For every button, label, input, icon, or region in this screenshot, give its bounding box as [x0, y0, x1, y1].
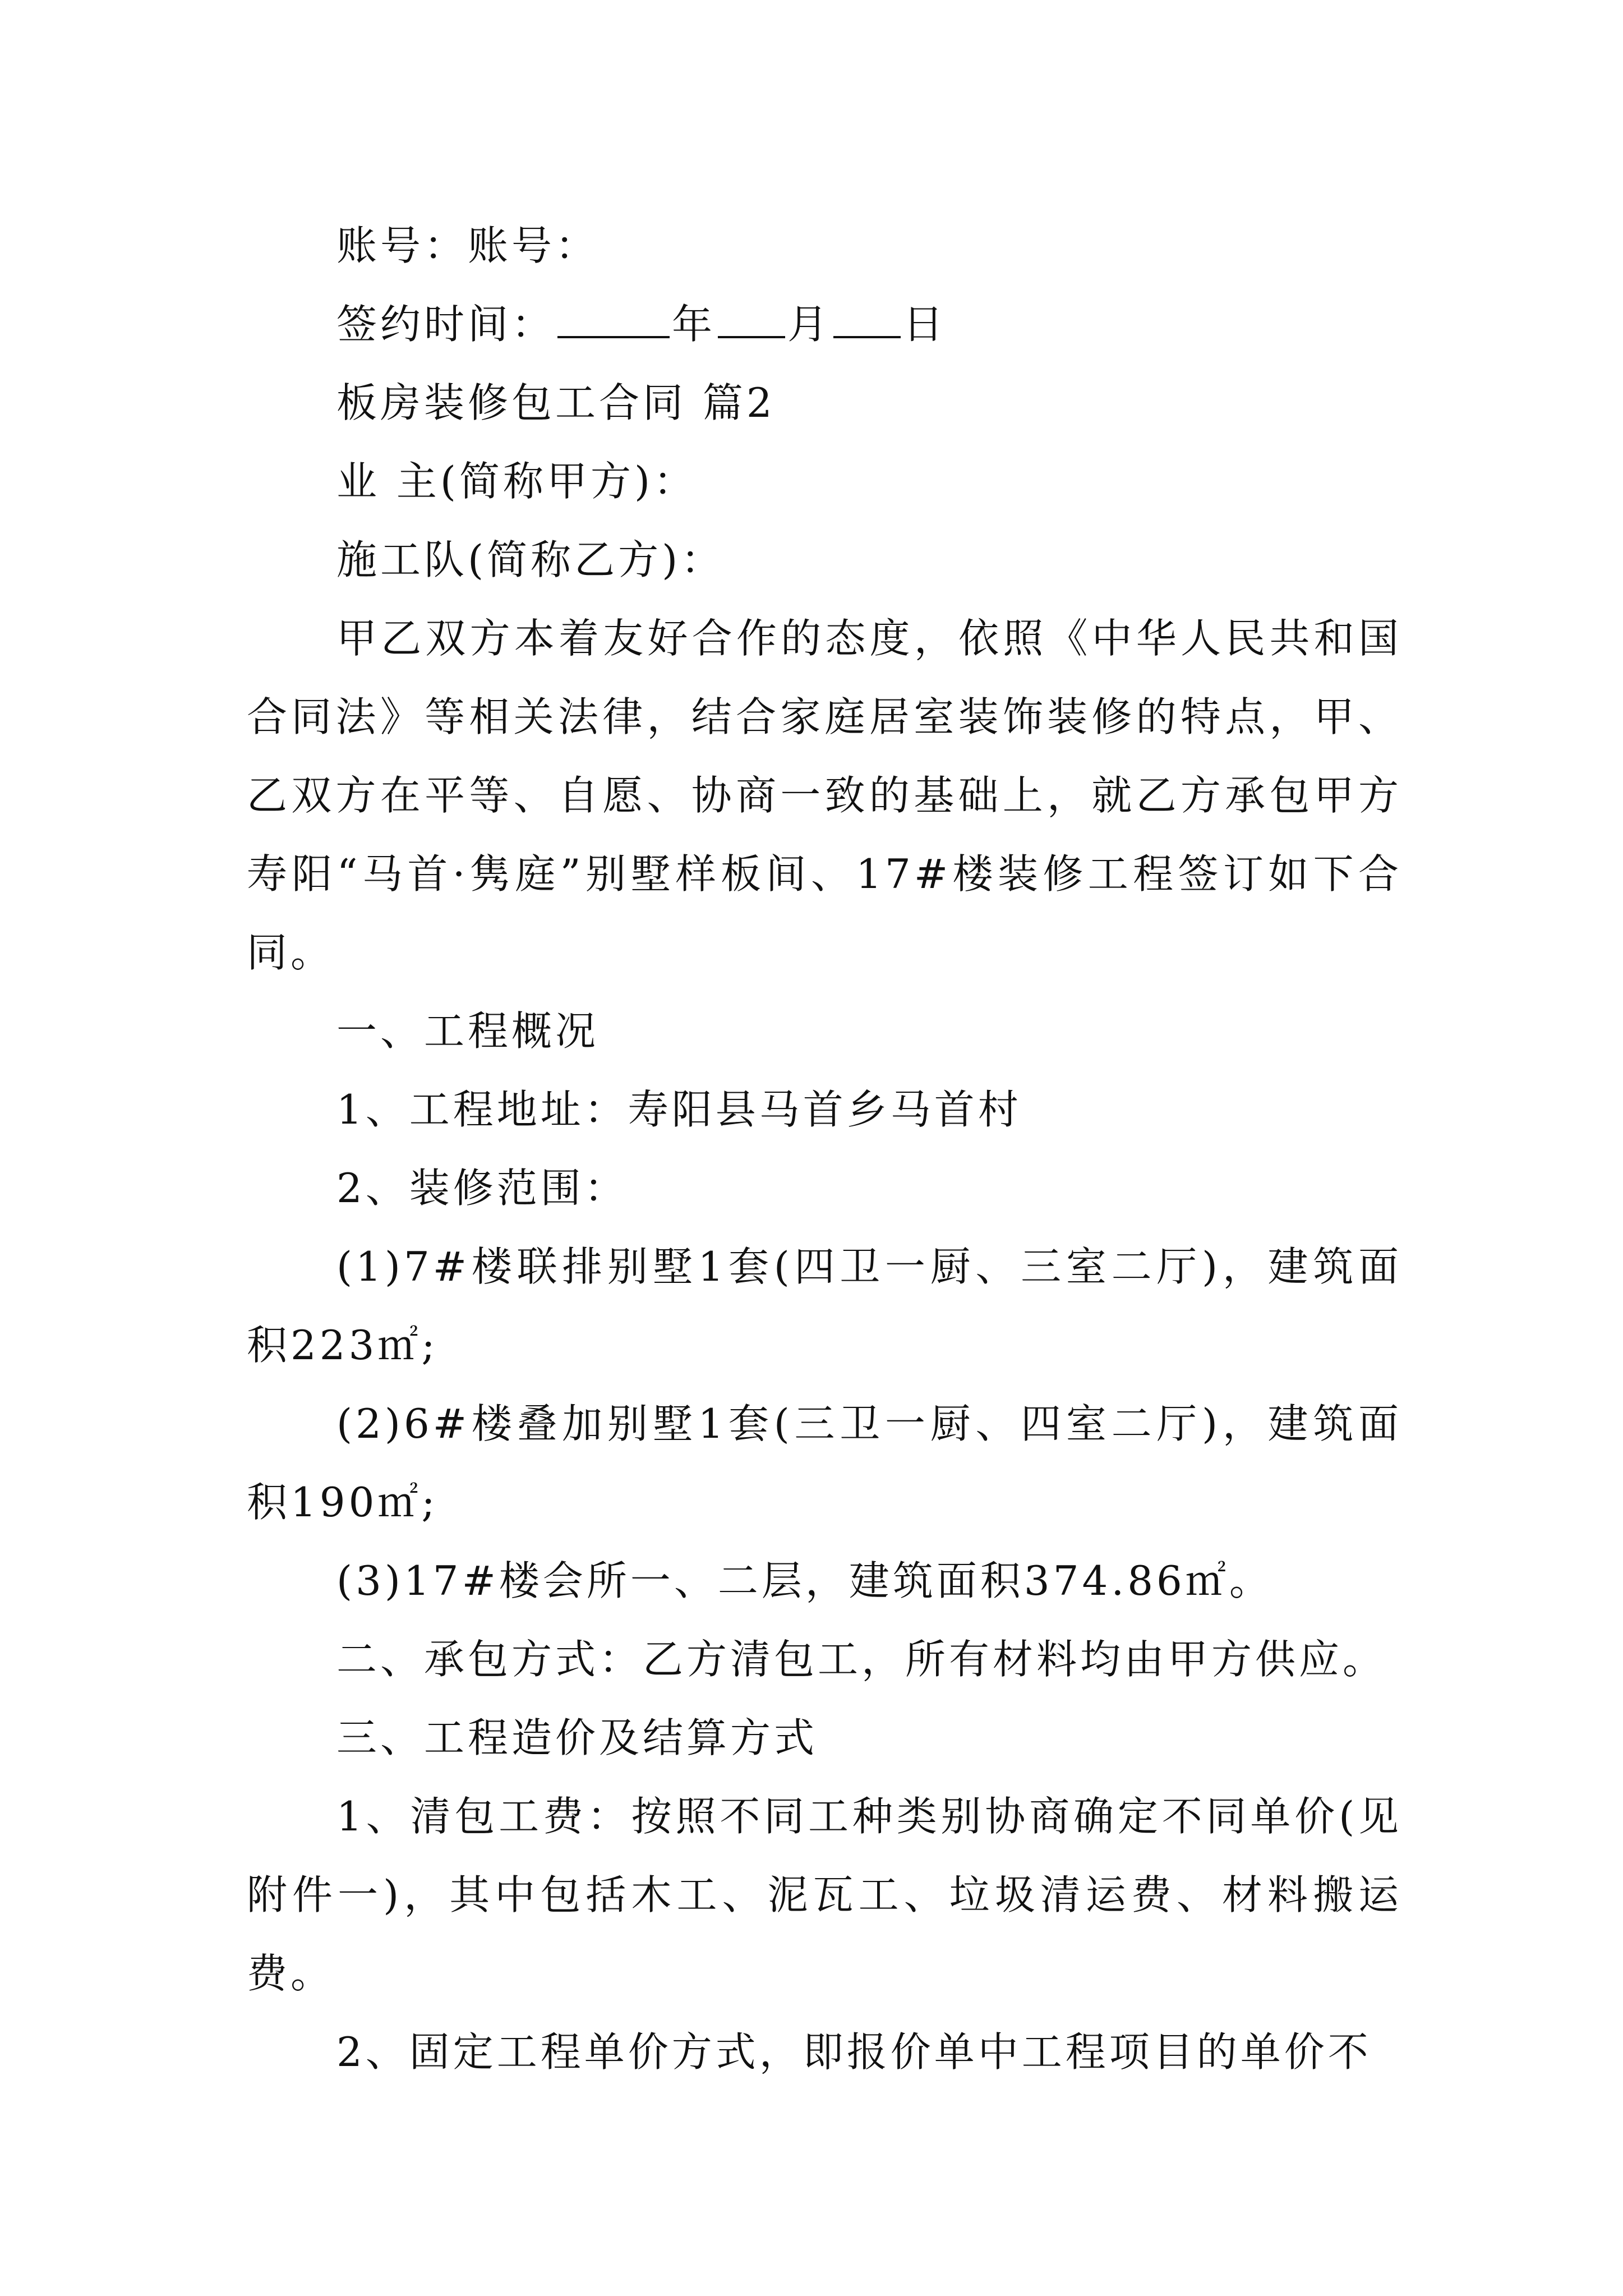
month-blank — [718, 300, 785, 338]
scope-item-1: (1)7#楼联排别墅1套(四卫一厨、三室二厅)，建筑面积223㎡; — [247, 1243, 1402, 1369]
account-line: 账号：账号： — [336, 222, 600, 269]
section-1-title: 一、工程概况 — [336, 1007, 600, 1055]
party-b-line: 施工队(简称乙方)： — [336, 536, 725, 583]
section-3-title: 三、工程造价及结算方式 — [336, 1714, 818, 1761]
sign-date-label: 签约时间： — [336, 301, 556, 348]
section-2: 二、承包方式：乙方清包工，所有材料均由甲方供应。 — [336, 1636, 1387, 1683]
scope-item-3: (3)17#楼会所一、二层，建筑面积374.86㎡。 — [336, 1557, 1273, 1604]
sign-date-line — [247, 285, 1402, 364]
price-clause-1: 1、清包工费：按照不同工种类别协商确定不同单价(见附件一)，其中包括木工、泥瓦工、垃圾清运费、材料搬运费。 — [247, 1793, 1402, 1997]
year-label: 年 — [672, 301, 716, 348]
day-blank — [833, 300, 901, 338]
scope-title: 2、装修范围： — [336, 1165, 628, 1212]
document-body — [247, 206, 1402, 2091]
price-clause-2: 2、固定工程单价方式，即报价单中工程项目的单价不 — [336, 2028, 1372, 2076]
day-label: 日 — [903, 301, 947, 348]
scope-item-2: (2)6#楼叠加别墅1套(三卫一厨、四室二厅)，建筑面积190㎡; — [247, 1400, 1402, 1526]
contract-heading: 板房装修包工合同 篇2 — [336, 379, 776, 426]
project-address: 1、工程地址：寿阳县马首乡马首村 — [336, 1086, 1022, 1133]
year-blank — [557, 300, 670, 338]
party-a-line: 业 主(简称甲方)： — [336, 458, 698, 505]
month-label: 月 — [787, 301, 832, 348]
intro-paragraph: 甲乙双方本着友好合作的态度，依照《中华人民共和国合同法》等相关法律，结合家庭居室装饰装修的特点，甲、乙双方在平等、自愿、协商一致的基础上，就乙方承包甲方寿阳“马首·隽庭”别墅样板间、17#楼装修工程签订如下合同。 — [247, 615, 1402, 976]
